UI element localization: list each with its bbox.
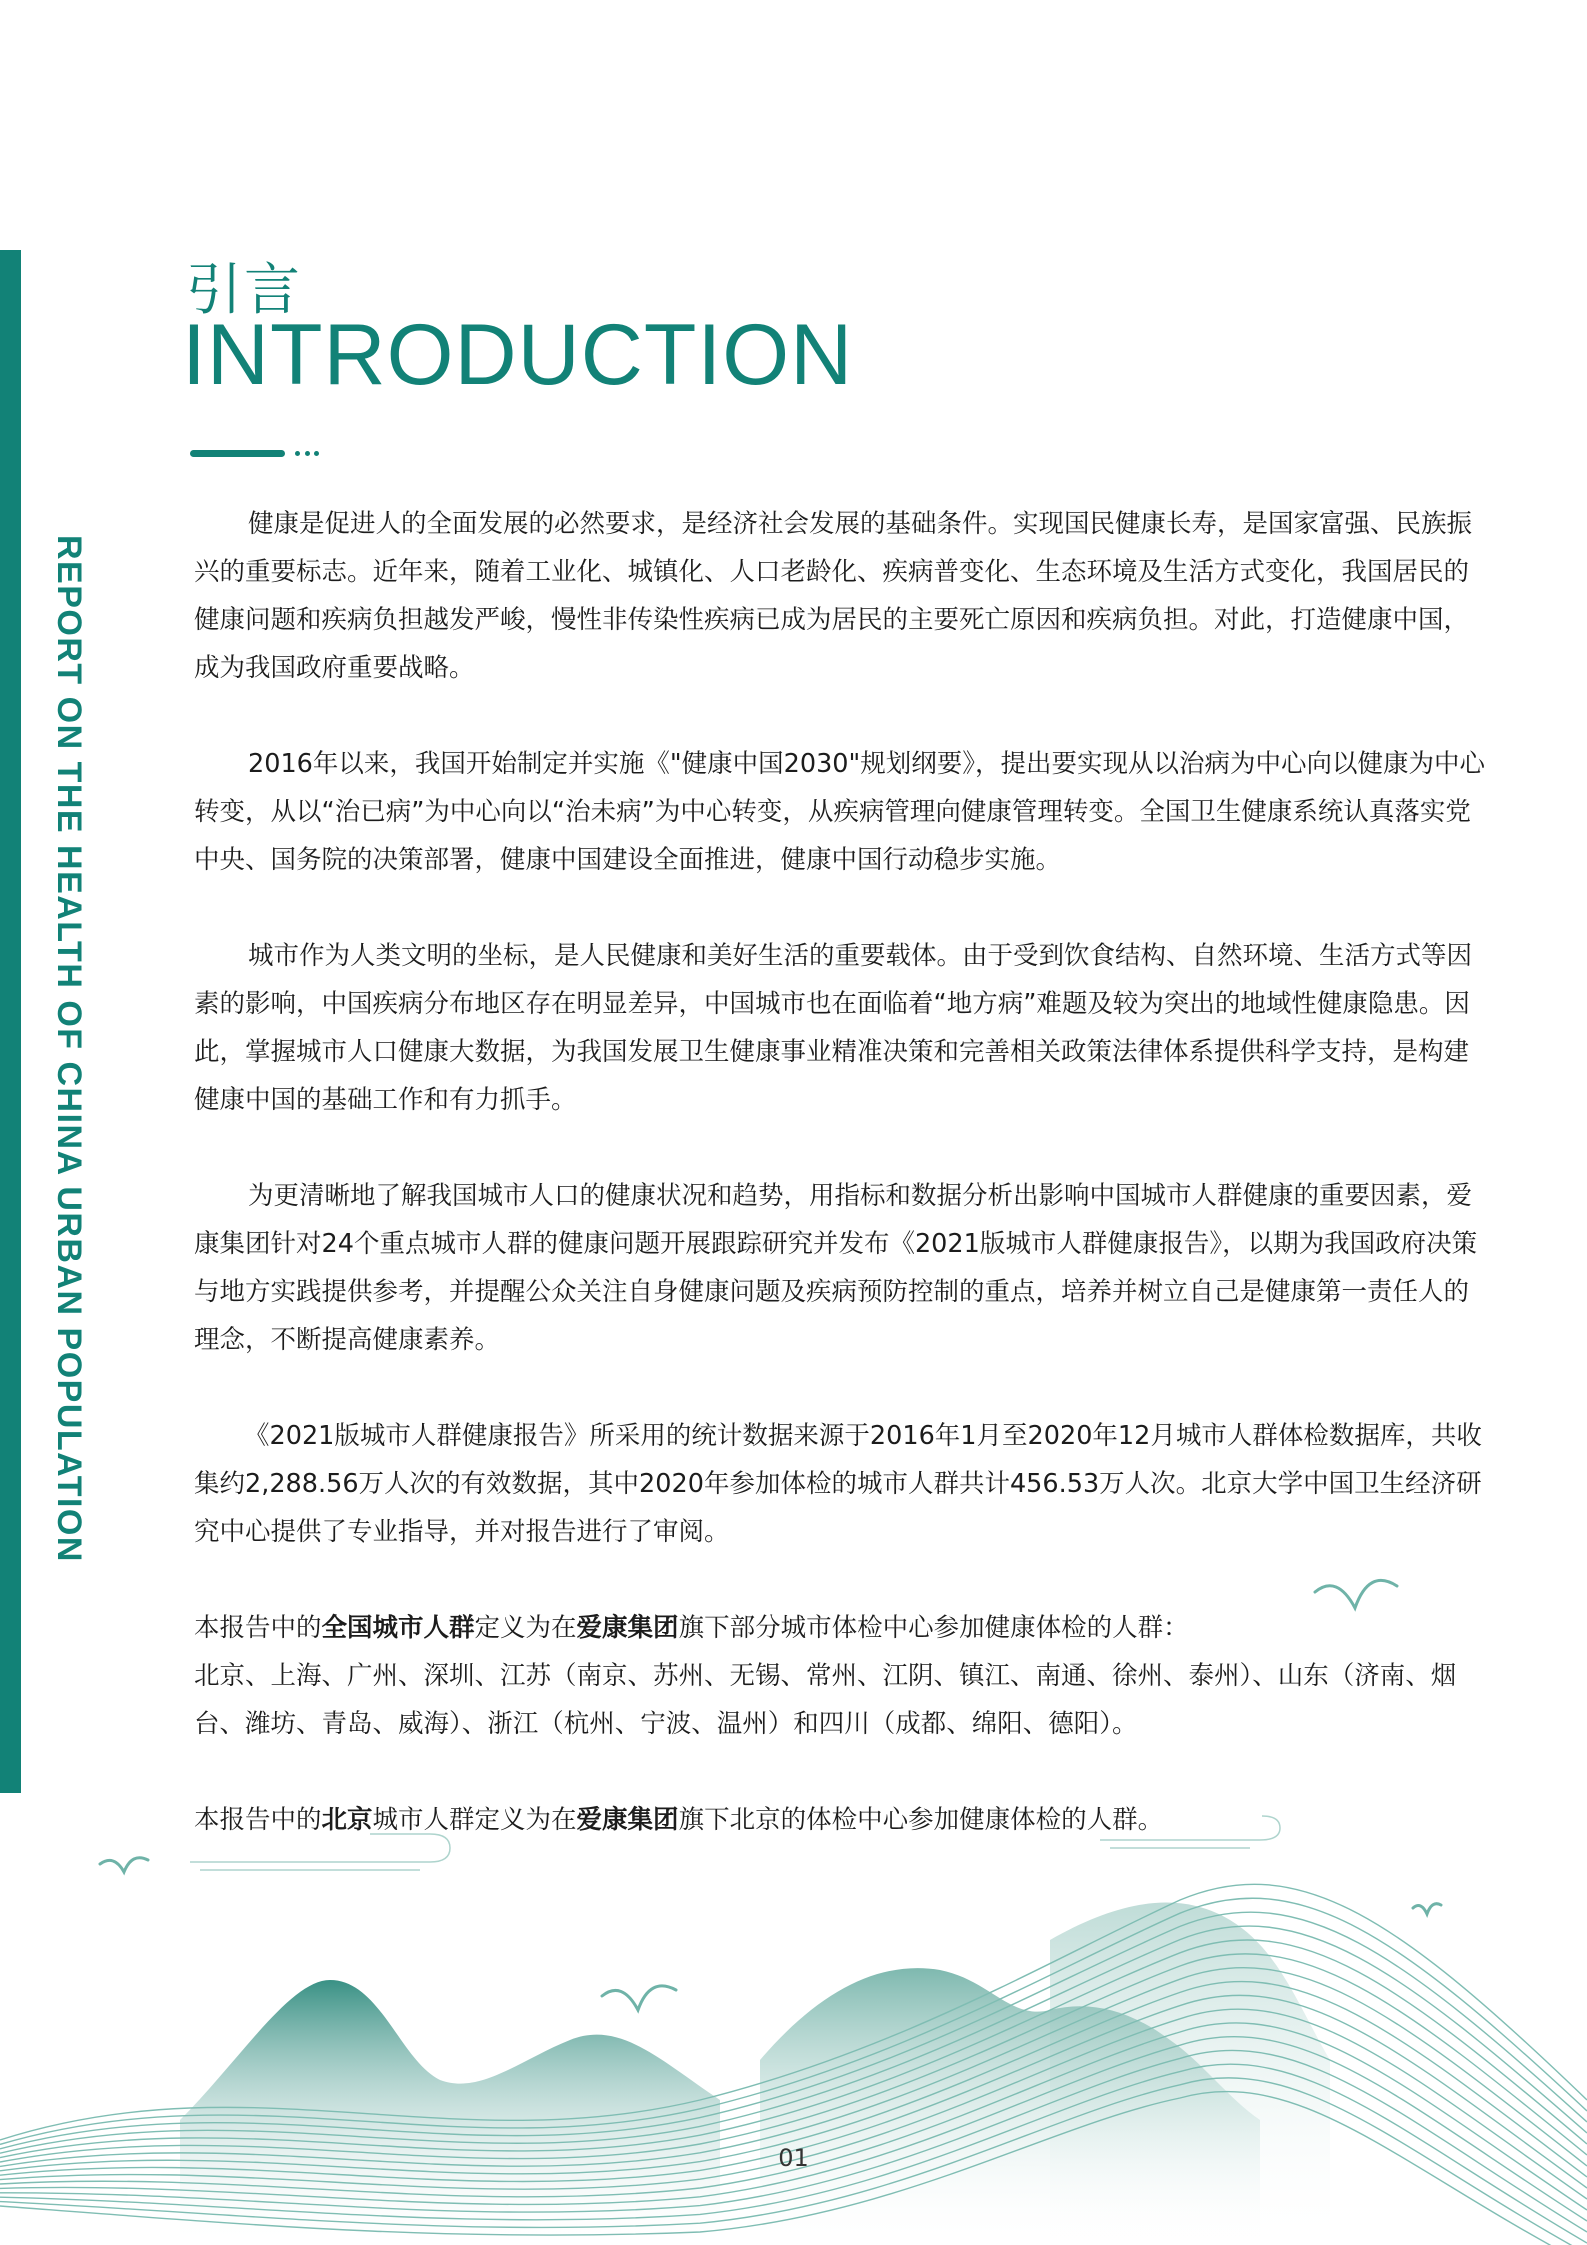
city-list: 北京、上海、广州、深圳、江苏（南京、苏州、无锡、常州、江阴、镇江、南通、徐州、泰州）、山东（济南、烟台、潍坊、青岛、威海）、浙江（杭州、宁波、温州）和四川（成都、绵阳、德阳）。 xyxy=(194,1661,1457,1739)
bird-icon xyxy=(100,1858,148,1872)
paragraph: 2016年以来，我国开始制定并实施《"健康中国2030"规划纲要》，提出要实现从以治病为中心向以健康为中心转变，从以“治已病”为中心向以“治未病”为中心转变，从疾病管理向健康管理转变。全国卫生健康系统认真落实党中央、国务院的决策部署，健康中国建设全面推进，健康中国行动稳步实施。 xyxy=(194,749,1486,875)
heading-dot xyxy=(295,451,300,456)
definition-text: 城市人群定义为在 xyxy=(372,1805,577,1835)
cloud-shape xyxy=(190,1834,450,1862)
definition-text: 旗下北京的体检中心参加健康体检的人群。 xyxy=(678,1805,1164,1835)
paragraph: 《2021版城市人群健康报告》所采用的统计数据来源于2016年1月至2020年12月城市人群体检数据库，共收集约2,288.56万人次的有效数据，其中2020年参加体检的城市人群共计456.53万人次。北京大学中国卫生经济研究中心提供了专业指导，并对报告进行了审阅。 xyxy=(194,1421,1482,1547)
bird-icon xyxy=(1413,1904,1441,1914)
paragraph: 健康是促进人的全面发展的必然要求，是经济社会发展的基础条件。实现国民健康长寿，是国家富强、民族振兴的重要标志。近年来，随着工业化、城镇化、人口老龄化、疾病普变化、生态环境及生活方式变化，我国居民的健康问题和疾病负担越发严峻，慢性非传染性疾病已成为居民的主要死亡原因和疾病负担。对此，打造健康中国，成为我国政府重要战略。 xyxy=(194,509,1473,683)
definition-bold: 北京 xyxy=(321,1805,373,1835)
vertical-report-title xyxy=(50,535,92,1563)
paragraph: 城市作为人类文明的坐标，是人民健康和美好生活的重要载体。由于受到饮食结构、自然环境、生活方式等因素的影响，中国疾病分布地区存在明显差异，中国城市也在面临着“地方病”难题及较为突出的地域性健康隐患。因此，掌握城市人口健康大数据，为我国发展卫生健康事业精准决策和完善相关政策法律体系提供科学支持，是构建健康中国的基础工作和有力抓手。 xyxy=(194,941,1473,1115)
bird-icon xyxy=(1315,1580,1397,1608)
definition-bold: 全国城市人群 xyxy=(321,1613,475,1643)
definition-text: 本报告中的 xyxy=(194,1613,322,1643)
cloud-decoration xyxy=(190,1816,1280,1870)
heading-dot xyxy=(305,451,310,456)
heading-underline xyxy=(190,450,285,457)
page-number: 01 xyxy=(778,2144,809,2172)
definition-text: 定义为在 xyxy=(474,1613,577,1643)
heading-english: INTRODUCTION xyxy=(182,307,854,403)
definition-bold: 爱康集团 xyxy=(576,1613,679,1643)
definition-bold: 爱康集团 xyxy=(576,1805,679,1835)
vertical-report-title-text: REPORT ON THE HEALTH OF CHINA URBAN POPULATION xyxy=(50,535,88,1563)
paragraph: 为更清晰地了解我国城市人口的健康状况和趋势，用指标和数据分析出影响中国城市人群健康的重要因素，爱康集团针对24个重点城市人群的健康问题开展跟踪研究并发布《2021版城市人群健康报告》，以期为我国政府决策与地方实践提供参考，并提醒公众关注自身健康问题及疾病预防控制的重点，培养并树立自己是健康第一责任人的理念，不断提高健康素养。 xyxy=(194,1181,1478,1355)
bird-icon xyxy=(602,1986,676,2010)
cloud-shape xyxy=(1100,1816,1280,1840)
mountain-decoration xyxy=(0,1540,1587,2245)
heading-chinese: 引言 xyxy=(186,258,302,323)
definition-text: 旗下部分城市体检中心参加健康体检的人群： xyxy=(678,1613,1189,1643)
heading-dot xyxy=(314,451,319,456)
definition-text: 本报告中的 xyxy=(194,1805,322,1835)
mountain-shape xyxy=(180,1980,720,2245)
